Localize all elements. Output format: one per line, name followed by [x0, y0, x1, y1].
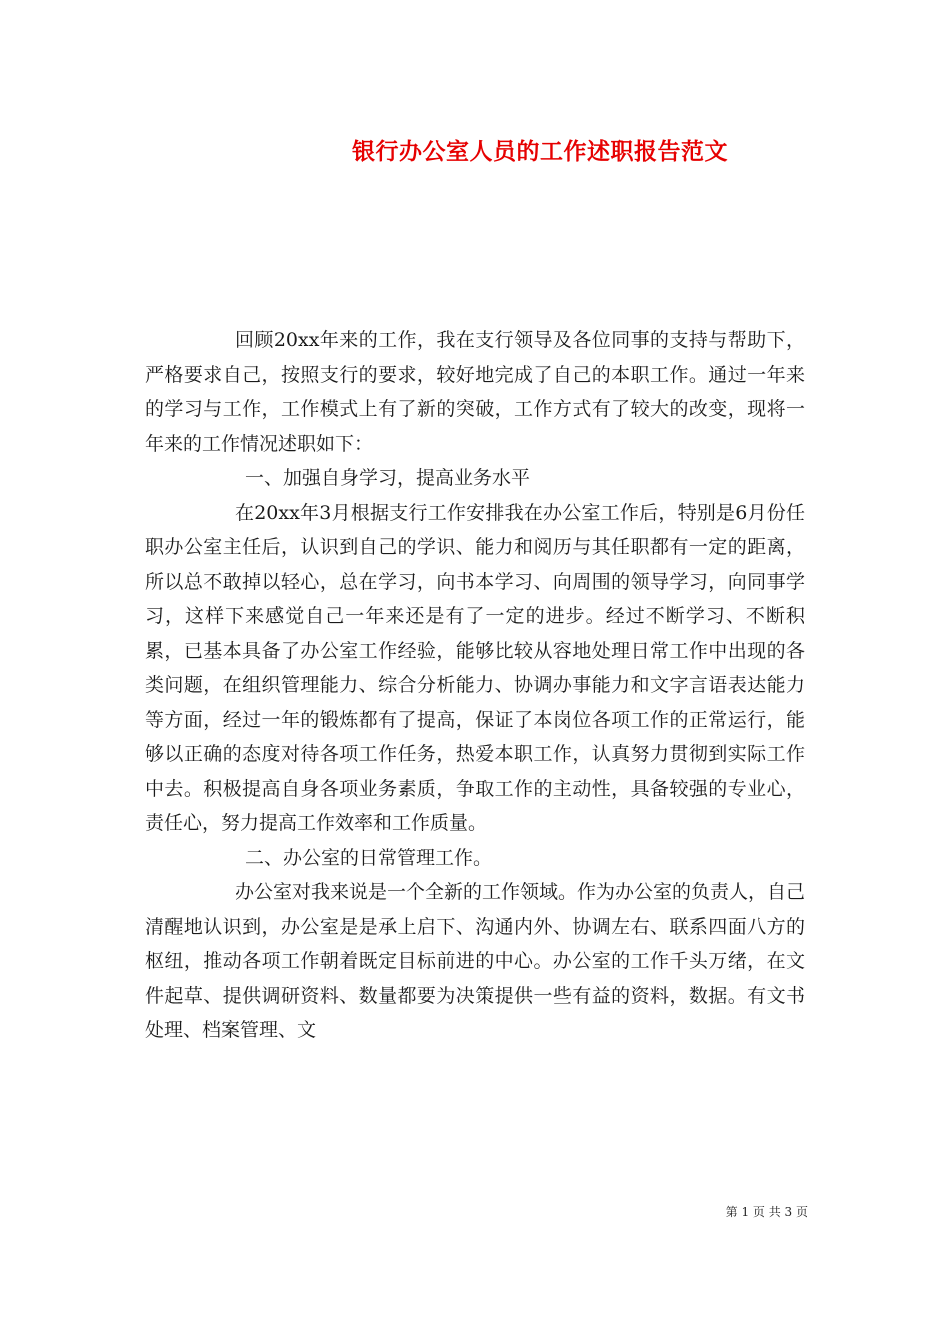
- section-heading-1: 一、加强自身学习，提高业务水平: [245, 467, 531, 489]
- page-footer: 第 1 页 共 3 页: [725, 1205, 808, 1219]
- section-heading-2: 二、办公室的日常管理工作。: [245, 846, 493, 869]
- paragraph-section-1: 在20xx年3月根据支行工作安排我在办公室工作后，特别是6月份任职办公室主任后，认识到自己的学识、能力和阅历与其任职都有一定的距离，所以总不敢掉以轻心，总在学习，向书本学习、向周围的领导学习，向同事学习，这样下来感觉自己一年来还是有了一定的进步。经过不断学习、不断积累，已基本具备了办公室工作经验，能够比较从容地处理日常工作中出现的各类问题，在组织管理能力、综合分析能力、协调办事能力和文字言语表达能力等方面，经过一年的锻炼都有了提高，保证了本岗位各项工作的正常运行，能够以正确的态度对待各项工作任务，热爱本职工作，认真努力贯彻到实际工作中去。积极提高自身各项业务素质，争取工作的主动性，具备较强的专业心，责任心，努力提高工作效率和工作质量。: [145, 501, 805, 834]
- paragraph-intro: 回顾20xx年来的工作，我在支行领导及各位同事的支持与帮助下，严格要求自己，按照支行的要求，较好地完成了自己的本职工作。通过一年来的学习与工作，工作模式上有了新的突破，工作方式有了较大的改变，现将一年来的工作情况述职如下：: [145, 329, 805, 455]
- document-title: 银行办公室人员的工作述职报告范文: [352, 138, 728, 165]
- paragraph-section-2: 办公室对我来说是一个全新的工作领域。作为办公室的负责人，自己清醒地认识到，办公室是是承上启下、沟通内外、协调左右、联系四面八方的枢纽，推动各项工作朝着既定目标前进的中心。办公室的工作千头万绪，在文件起草、提供调研资料、数量都要为决策提供一些有益的资料，数据。有文书处理、档案管理、文: [145, 881, 806, 1041]
- document-body: [145, 323, 805, 1048]
